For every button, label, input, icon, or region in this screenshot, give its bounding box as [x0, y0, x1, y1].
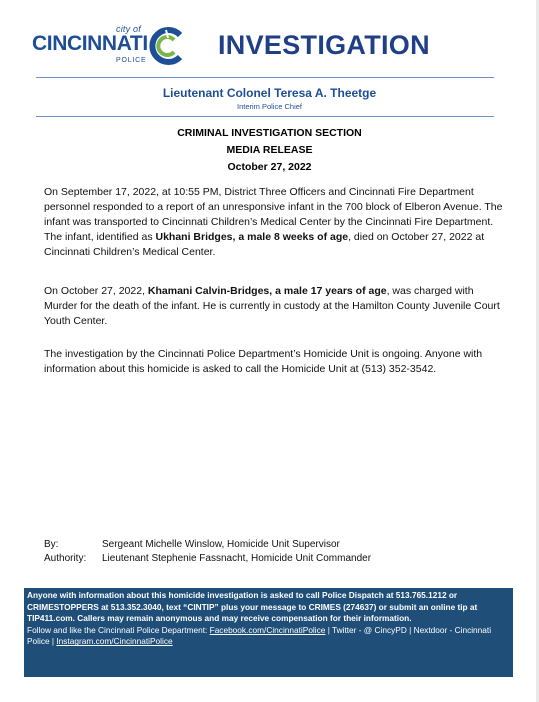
- chief-name: Lieutenant Colonel Teresa A. Theetge: [162, 86, 377, 100]
- p3-text: The investigation by the Cincinnati Police Department’s Homicide Unit is ongoing. Anyone with information about this homicide is asked to call the Homicide Unit at (513) 352-3542.: [44, 348, 483, 375]
- authority-label: Authority:: [44, 553, 87, 564]
- logo-city-name: CINCINNATI: [32, 32, 148, 55]
- facebook-link[interactable]: Facebook.com/CincinnatiPolice: [209, 624, 326, 635]
- chief-title: Interim Police Chief: [236, 102, 303, 111]
- instagram-link[interactable]: Instagram.com/CincinnatiPolice: [56, 636, 173, 647]
- social-separator: | Twitter - @ CincyPD | Nextdoor - Cincinnati Police |: [27, 624, 492, 647]
- paragraph-charge: [44, 284, 506, 329]
- section-heading: CRIMINAL INVESTIGATION SECTION: [177, 127, 362, 139]
- suspect-identification: Khamani Calvin-Bridges, a male 17 years of age: [147, 285, 387, 297]
- release-type: MEDIA RELEASE: [226, 144, 313, 156]
- p2-text-end: , was charged with Murder for the death of the infant. He is currently in custody at the Hamilton County Juvenile Court Youth Center.: [44, 285, 500, 327]
- header-divider-bottom: [36, 116, 494, 117]
- release-date: October 27, 2022: [227, 161, 312, 173]
- tip-notice: Anyone with information about this homicide investigation is asked to call Police Dispatch at 513.765.1212 or CRIMESTOPPERS at 513.352.3040, text “CINTIP” plus your message to CRIMES (274637) or submit an online tip at TIP411.com. Callers may remain anonymous and may receive compensation for their information.: [27, 590, 478, 624]
- paragraph-ongoing: [44, 347, 506, 377]
- p1-text-end: , died on October 27, 2022 at Cincinnati Children’s Medical Center.: [44, 231, 485, 258]
- paragraph-incident: [44, 185, 506, 260]
- follow-prefix: Follow and like the Cincinnati Police Department:: [27, 624, 210, 635]
- page-title: INVESTIGATION: [218, 30, 430, 60]
- authority-value: Lieutenant Stephenie Fassnacht, Homicide Unit Commander: [102, 553, 372, 564]
- by-value: Sergeant Michelle Winslow, Homicide Unit Supervisor: [102, 539, 340, 550]
- header-divider-top: [36, 77, 494, 78]
- p2-text: On October 27, 2022,: [44, 285, 148, 297]
- p1-text: On September 17, 2022, at 10:55 PM, District Three Officers and Cincinnati Fire Department personnel responded to a report of an unresponsive infant in the 700 block of Elberon Avenue. The infant was transported to Cincinnati Children’s Medical Center by the Cincinnati Fire Department. The infant, identified as: [44, 186, 503, 243]
- cincinnati-police-logo: [32, 24, 192, 70]
- tip-footer: [24, 588, 513, 677]
- victim-identification: Ukhani Bridges, a male 8 weeks of age: [155, 231, 349, 243]
- signature-authority: [44, 553, 371, 564]
- letterhead: [32, 24, 498, 74]
- logo-department: POLICE: [116, 57, 147, 64]
- signature-by: [44, 539, 340, 550]
- logo-city-of: city of: [116, 24, 141, 34]
- follow-line: [27, 625, 510, 648]
- cincinnati-c-logo-icon: [146, 26, 186, 66]
- by-label: By:: [44, 539, 59, 550]
